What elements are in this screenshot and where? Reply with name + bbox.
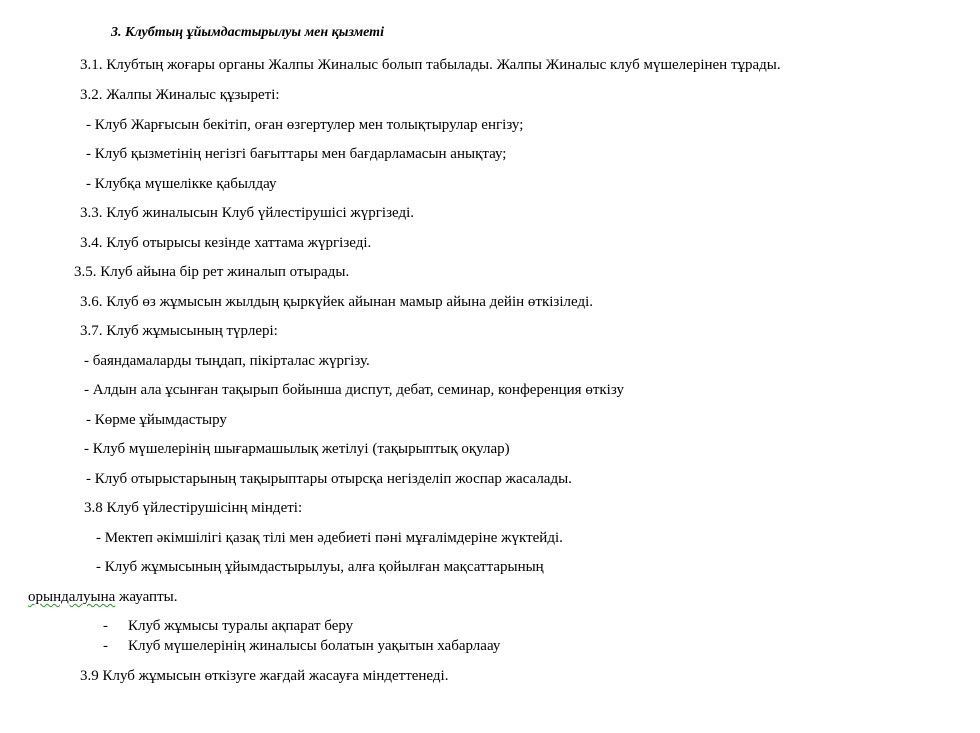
paragraph-3-3: 3.3. Клуб жиналысын Клуб үйлестірушісі жүргізеді. [80,205,415,221]
paragraph-3-9: 3.9 Клуб жұмысын өткізуге жағдай жасауға міндеттенеді. [80,668,449,684]
list-item: - Клубқа мүшелікке қабылдау [86,176,277,192]
bullet-item [103,637,500,655]
list-item: - Көрме ұйымдастыру [86,412,227,428]
section-title: 3. Клубтың ұйымдастырылуы мен қызметі [111,25,384,40]
bullet-item [103,617,353,635]
continuation-line [28,588,177,606]
list-item: - Мектеп әкімшілігі қазақ тілі мен әдебиеті пәні мұғалімдеріне жүктейді. [96,530,563,546]
list-item: - Клуб жұмысының ұйымдастырылуы, алға қойылған мақсаттарының [96,559,544,575]
list-item: - Алдын ала ұсынған тақырып бойынша диспут, дебат, семинар, конференция өткізу [84,382,624,398]
dash-bullet-icon: - [103,618,108,634]
spellcheck-flagged-word[interactable]: орындалуына [28,589,116,605]
bullet-text: Клуб жұмысы туралы ақпарат беру [128,618,354,634]
paragraph-3-6: 3.6. Клуб өз жұмысын жылдың қыркүйек айынан мамыр айына дейін өткізіледі. [80,294,593,310]
dash-bullet-icon: - [103,638,108,654]
paragraph-3-4: 3.4. Клуб отырысы кезінде хаттама жүргізеді. [80,235,372,251]
list-item: - Клуб отырыстарының тақырыптары отырсқа негізделіп жоспар жасалады. [86,471,572,487]
paragraph-3-5: 3.5. Клуб айына бір рет жиналып отырады. [74,264,350,280]
paragraph-3-8: 3.8 Клуб үйлестірушісінң міндеті: [84,500,303,516]
paragraph-3-2: 3.2. Жалпы Жиналыс құзыреті: [80,87,280,103]
paragraph-3-1: 3.1. Клубтың жоғары органы Жалпы Жиналыс болып табылады. Жалпы Жиналыс клуб мүшелерінен тұрады. [80,57,781,73]
list-item: - Клуб Жарғысын бекітіп, оған өзгертулер мен толықтырулар енгізу; [86,117,524,133]
continuation-text: жауапты. [115,589,178,605]
list-item: - Клуб қызметінің негізгі бағыттары мен бағдарламасын анықтау; [86,146,507,162]
list-item: - Клуб мүшелерінің шығармашылық жетілуі (тақырыптық оқулар) [84,441,510,457]
paragraph-3-7: 3.7. Клуб жұмысының түрлері: [80,323,278,339]
list-item: - баяндамаларды тыңдап, пікірталас жүргізу. [84,353,370,369]
bullet-text: Клуб мүшелерінің жиналысы болатын уақытын хабарлаау [128,638,501,654]
